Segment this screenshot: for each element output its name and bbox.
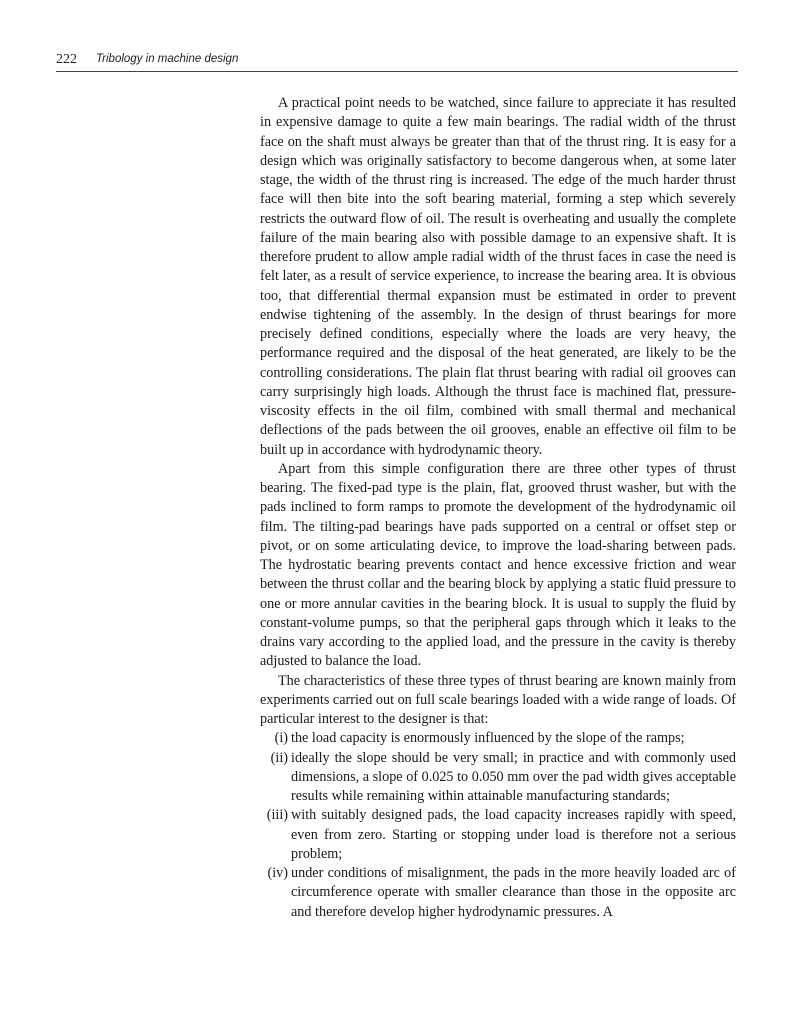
list-item-text: under conditions of misalignment, the pads in the more heavily loaded arc of circumference operate with smaller clearance than those in the opposite arc and therefore develop higher hydrodynamic pressures. A: [291, 865, 736, 920]
paragraph-1: A practical point needs to be watched, since failure to appreciate it has resulted in expensive damage to quite a few main bearings. The radial width of the thrust face on the shaft must always be greater than that of the thrust ring. It is easy for a design which was originally satisfactory to become dangerous when, at some later stage, the width of the thrust ring is increased. The edge of the much harder thrust face will then bite into the soft bearing material, forming a step which severely restricts the outward flow of oil. The result is overheating and usually the complete failure of the main bearing also with possible damage to an expensive shaft. It is therefore prudent to allow ample radial width of the thrust faces in case the need is felt later, as a result of service experience, to increase the bearing area. It is obvious too, that differential thermal expansion must be estimated in order to prevent endwise tightening of the assembly. In the design of thrust bearings for more precisely defined conditions, especially where the loads are very heavy, the performance required and the disposal of the heat generated, are likely to be the controlling considerations. The plain flat thrust bearing with radial oil grooves can carry surprisingly high loads. Although the thrust face is machined flat, pressure-viscosity effects in the oil film, combined with small thermal and mechanical deflections of the pads between the oil grooves, enable an effective oil film to be built up in accordance with hydrodynamic theory.: [260, 95, 736, 458]
list-item: [260, 806, 736, 864]
page-number: 222: [56, 52, 77, 67]
list-marker: (ii): [270, 749, 288, 766]
list-item-text: with suitably designed pads, the load capacity increases rapidly with speed, even from zero. Starting or stopping under load is therefore not a serious problem;: [291, 807, 736, 862]
body-text: [260, 94, 736, 922]
header-rule: [56, 71, 738, 72]
list-item: [260, 864, 736, 922]
list-item: [260, 729, 736, 748]
paragraph-2: Apart from this simple configuration there are three other types of thrust bearing. The fixed-pad type is the plain, flat, grooved thrust washer, but with the pads inclined to form ramps to promote the development of the hydrodynamic oil film. The tilting-pad bearings have pads supported on a central or offset step or pivot, or on some articulating device, to improve the load-sharing between pads. The hydrostatic bearing prevents contact and hence excessive friction and wear between the thrust collar and the bearing block by applying a static fluid pressure to one or more annular cavities in the bearing block. It is usual to supply the fluid by constant-volume pumps, so that the peripheral gaps through which it leaks to the drains vary according to the applied load, and the pressure in the cavity is thereby adjusted to balance the load.: [260, 460, 736, 670]
list-marker: (iii): [266, 807, 288, 824]
list-item-text: the load capacity is enormously influenced by the slope of the ramps;: [291, 730, 685, 747]
list-marker: (i): [274, 730, 288, 747]
list-marker: (iv): [267, 865, 288, 881]
running-title: Tribology in machine design: [96, 53, 239, 65]
paragraph-3: The characteristics of these three types of thrust bearing are known mainly from experiments carried out on full scale bearings loaded with a wide range of loads. Of particular interest to the designer is that:: [260, 672, 736, 727]
characteristics-list: [260, 729, 736, 922]
page-header: [56, 50, 736, 70]
list-item: [260, 749, 736, 807]
list-item-text: ideally the slope should be very small; in practice and with commonly used dimensions, a slope of 0.025 to 0.050 mm over the pad width gives acceptable results while remaining within attainable manufacturing standards;: [291, 749, 736, 804]
